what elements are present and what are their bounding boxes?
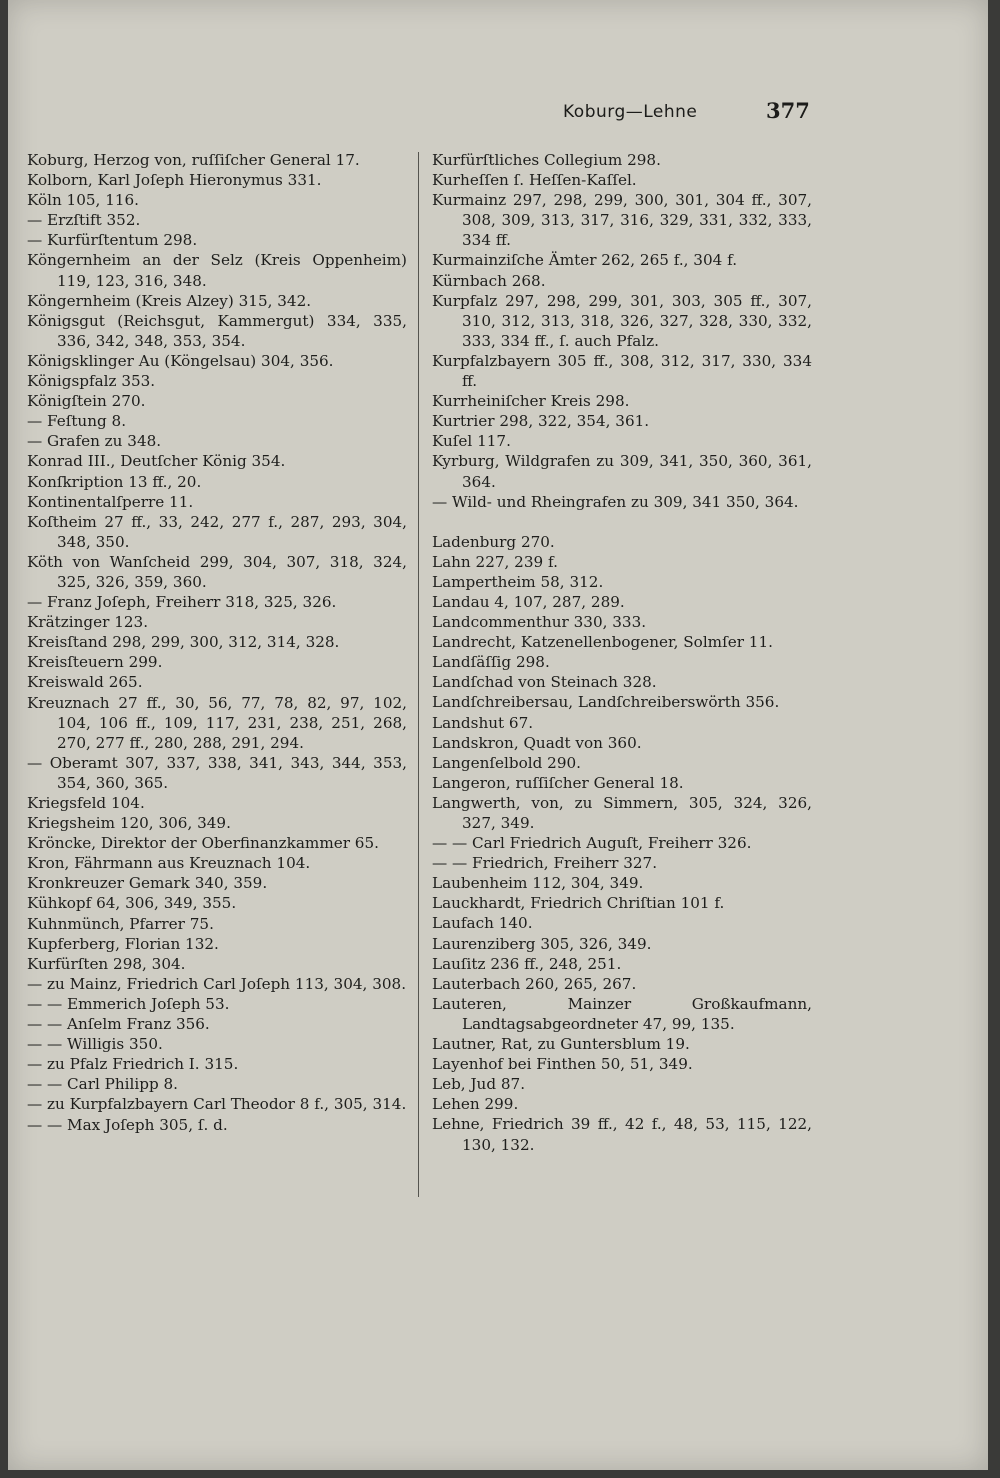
index-entry: Kurfürſten 298, 304.: [27, 954, 186, 973]
index-entry: Kolborn, Karl Joſeph Hieronymus 331.: [27, 171, 322, 190]
index-entry: Ladenburg 270.: [432, 532, 555, 551]
index-entry: Köngernheim an der Selz (Kreis Oppenheim) 119, 123, 316, 348.: [27, 251, 407, 290]
index-entry: Königsklinger Au (Köngelsau) 304, 356.: [27, 351, 334, 370]
index-entry: Kron, Fährmann aus Kreuznach 104.: [27, 854, 311, 873]
index-entry: — Erzſtift 352.: [27, 211, 141, 230]
index-entry: Landcommenthur 330, 333.: [432, 613, 647, 632]
index-entry: Lauteren, Mainzer Großkaufmann, Landtagsabgeordneter 47, 99, 135.: [432, 994, 812, 1033]
index-entry: Kuſel 117.: [432, 432, 511, 451]
page-header: [8, 98, 988, 128]
index-entry: Kurfürſtliches Collegium 298.: [432, 151, 661, 169]
index-entry: Landau 4, 107, 287, 289.: [432, 592, 625, 611]
index-entry: Köngernheim (Kreis Alzey) 315, 342.: [27, 291, 312, 310]
index-entry: Kurmainziſche Ämter 262, 265 f., 304 f.: [432, 251, 738, 270]
index-entry: Lahn 227, 239 f.: [432, 552, 558, 571]
index-entry: Langeron, ruſſiſcher General 18.: [432, 773, 684, 792]
index-entry: Lehen 299.: [432, 1095, 519, 1114]
running-head: Koburg—Lehne: [563, 102, 698, 122]
index-entry: — zu Kurpfalzbayern Carl Theodor 8 f., 305, 314.: [27, 1095, 407, 1114]
index-entry: Kupferberg, Florian 132.: [27, 934, 219, 953]
index-entry: Landshut 67.: [432, 713, 534, 732]
index-entry: Landſchreibersau, Landſchreiberswörth 356.: [432, 693, 780, 712]
index-entry: Koburg, Herzog von, ruſſiſcher General 17.: [27, 151, 360, 169]
index-entry: Köth von Wanſcheid 299, 304, 307, 318, 324, 325, 326, 359, 360.: [27, 552, 407, 591]
column-divider: [418, 152, 419, 1197]
index-entry: — Wild- und Rheingrafen zu 309, 341 350, 364.: [432, 492, 799, 511]
index-entry: Kürnbach 268.: [432, 271, 546, 290]
index-entry: Kreisſteuern 299.: [27, 653, 163, 672]
index-column-left: [27, 150, 407, 1135]
index-entry: Kurrheiniſcher Kreis 298.: [432, 392, 630, 411]
index-entry: Kurtrier 298, 322, 354, 361.: [432, 412, 650, 431]
index-entry: Langwerth, von, zu Simmern, 305, 324, 326, 327, 349.: [432, 793, 812, 832]
index-entry: Landſchad von Steinach 328.: [432, 673, 657, 692]
index-entry: Kontinentalſperre 11.: [27, 492, 194, 511]
index-entry: Lehne, Friedrich 39 ff., 42 f., 48, 53, 115, 122, 130, 132.: [432, 1115, 812, 1154]
index-entry: Laufach 140.: [432, 914, 533, 933]
index-entry: — Kurfürſtentum 298.: [27, 231, 198, 250]
index-entry: Leb, Jud 87.: [432, 1075, 526, 1094]
index-entry: Kyrburg, Wildgrafen zu 309, 341, 350, 360, 361, 364.: [432, 452, 812, 491]
index-entry: — — Anſelm Franz 356.: [27, 1015, 210, 1034]
index-entry: Kriegsfeld 104.: [27, 794, 145, 812]
index-entry: — — Willigis 350.: [27, 1035, 163, 1054]
index-entry: — — Carl Philipp 8.: [27, 1075, 178, 1094]
index-entry: Langenſelbold 290.: [432, 753, 581, 772]
index-entry: Konrad III., Deutſcher König 354.: [27, 452, 286, 471]
index-entry: Kreisſtand 298, 299, 300, 312, 314, 328.: [27, 633, 340, 652]
index-entry: — Grafen zu 348.: [27, 432, 162, 451]
index-entry: — — Emmerich Joſeph 53.: [27, 994, 230, 1013]
index-entry: Lauterbach 260, 265, 267.: [432, 974, 637, 993]
index-entry: Konſkription 13 ff., 20.: [27, 472, 202, 491]
index-entry: Kurheſſen ſ. Heſſen-Kaſſel.: [432, 171, 637, 190]
index-entry: Kriegsheim 120, 306, 349.: [27, 814, 231, 833]
index-entry: Kühkopf 64, 306, 349, 355.: [27, 894, 237, 913]
index-entry: Lautner, Rat, zu Guntersblum 19.: [432, 1035, 690, 1054]
index-entry: Kreiswald 265.: [27, 673, 143, 692]
index-entry: Layenhof bei Finthen 50, 51, 349.: [432, 1055, 693, 1074]
index-entry: Lampertheim 58, 312.: [432, 572, 604, 591]
index-entry: Kronkreuzer Gemark 340, 359.: [27, 874, 268, 893]
index-entry: — — Carl Friedrich Auguſt, Freiherr 326.: [432, 834, 752, 853]
index-entry: — — Max Joſeph 305, ſ. d.: [27, 1115, 228, 1134]
index-entry: Lauſitz 236 ff., 248, 251.: [432, 954, 622, 973]
index-column-right: [432, 150, 812, 1155]
index-entry: Lauckhardt, Friedrich Chriſtian 101 f.: [432, 894, 725, 913]
index-entry: Kurmainz 297, 298, 299, 300, 301, 304 ff., 307, 308, 309, 313, 317, 316, 329, 331, 332, 333, 334 ff.: [432, 191, 812, 250]
index-entry: — Oberamt 307, 337, 338, 341, 343, 344, 353, 354, 360, 365.: [27, 753, 407, 792]
index-entry: Königſtein 270.: [27, 392, 146, 411]
index-entry: Königspfalz 353.: [27, 372, 156, 391]
index-entry: Laurenziberg 305, 326, 349.: [432, 934, 652, 953]
index-entry: — zu Mainz, Friedrich Carl Joſeph 113, 304, 308.: [27, 974, 407, 993]
index-page: [8, 0, 988, 1470]
index-entry: Kuhnmünch, Pfarrer 75.: [27, 914, 214, 933]
index-entry: — — Friedrich, Freiherr 327.: [432, 854, 658, 873]
page-number: 377: [766, 98, 810, 123]
index-entry: Köln 105, 116.: [27, 191, 140, 210]
index-entry: — Feſtung 8.: [27, 412, 127, 431]
index-entry: Kreuznach 27 ff., 30, 56, 77, 78, 82, 97, 102, 104, 106 ff., 109, 117, 231, 238, 251, 268, 270, 277 ff., 280, 288, 291, 294.: [27, 693, 407, 752]
index-entry: Landſäſſig 298.: [432, 653, 550, 672]
index-entry: — Franz Joſeph, Freiherr 318, 325, 326.: [27, 593, 337, 612]
index-entry: — zu Pfalz Friedrich I. 315.: [27, 1055, 239, 1074]
index-entry: Landskron, Quadt von 360.: [432, 733, 642, 752]
index-entry: Krätzinger 123.: [27, 613, 149, 632]
index-entry: Koſtheim 27 ff., 33, 242, 277 f., 287, 293, 304, 348, 350.: [27, 512, 407, 551]
index-entry: Kröncke, Direktor der Oberfinanzkammer 65.: [27, 834, 379, 853]
index-entry: Laubenheim 112, 304, 349.: [432, 874, 644, 893]
index-entry: Landrecht, Katzenellenbogener, Solmſer 11.: [432, 633, 773, 652]
index-entry: Kurpfalzbayern 305 ff., 308, 312, 317, 330, 334 ff.: [432, 351, 812, 391]
index-entry: Kurpfalz 297, 298, 299, 301, 303, 305 ff., 307, 310, 312, 313, 318, 326, 327, 328, 330, 332, 333, 334 ff., ſ. auch Pfalz.: [432, 291, 812, 350]
index-entry: Königsgut (Reichsgut, Kammergut) 334, 335, 336, 342, 348, 353, 354.: [27, 311, 407, 350]
